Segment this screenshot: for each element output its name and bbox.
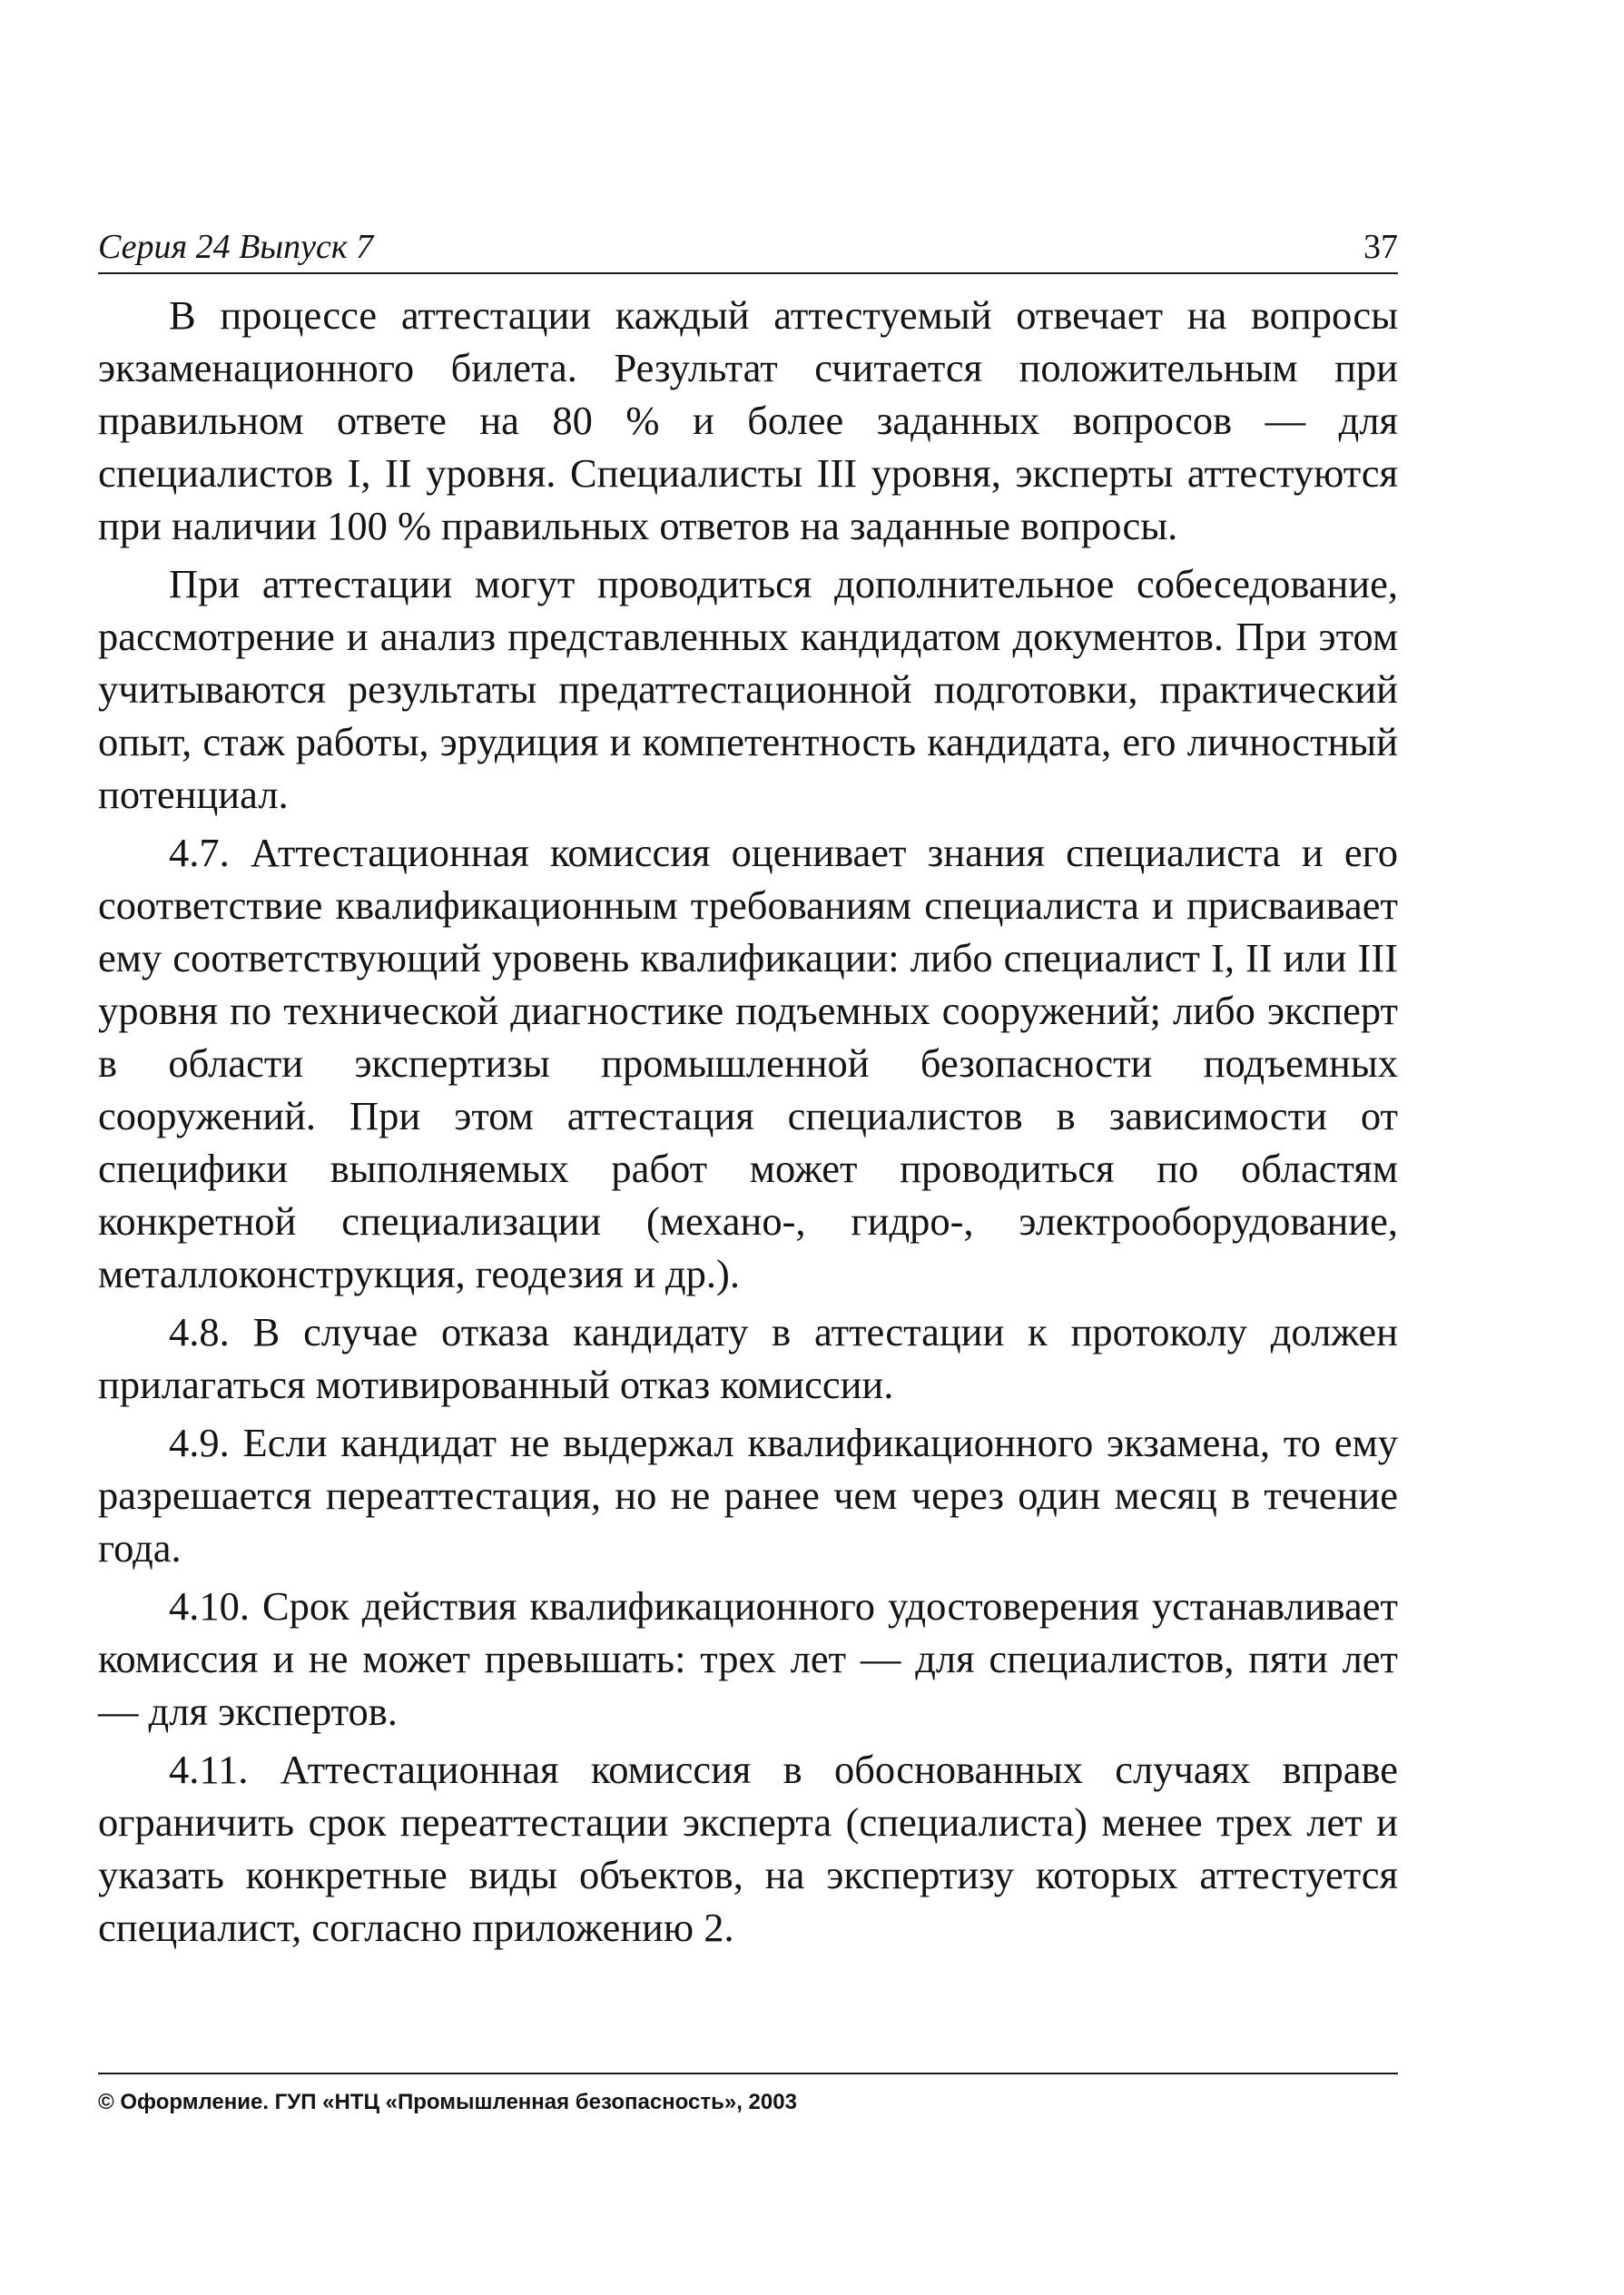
paragraph-4-7: 4.7. Аттестационная комиссия оценивает знания специалиста и его соответствие квалификационным требованиям специалиста и присваивает ему соответствующий уровень квалификации: либо специалист I, II или III уровня по технической диагностике подъемных сооружений; либо эксперт в области экспертизы промышленной безопасности подъемных сооружений. При этом аттестация специалистов в зависимости от специфики выполняемых работ может проводиться по областям конкретной специализации (механо-, гидро-, электрооборудование, металлоконструкция, геодезия и др.).	[98, 830, 1398, 1296]
page-footer	[98, 2073, 1398, 2114]
paragraph-4-9: 4.9. Если кандидат не выдержал квалификационного экзамена, то ему разрешается переаттестация, но не ранее чем через один месяц в течение года.	[98, 1420, 1398, 1571]
series-title: Серия 24 Выпуск 7	[98, 228, 374, 266]
page-number: 37	[1363, 228, 1398, 266]
paragraph-4-8: 4.8. В случае отказа кандидату в аттестации к протоколу должен прилагаться мотивированный отказ комиссии.	[98, 1309, 1398, 1407]
body-text	[98, 289, 1398, 1959]
running-header	[98, 225, 1398, 274]
paragraph-attestation-answers: В процессе аттестации каждый аттестуемый отвечает на вопросы экзаменационного билета. Результат считается положительным при правильном ответе на 80 % и более заданных вопросов — для специалистов I, II уровня. Специалисты III уровня, эксперты аттестуются при наличии 100 % правильных ответов на заданные вопросы.	[98, 292, 1398, 548]
document-page	[98, 0, 1398, 2295]
paragraph-interview: При аттестации могут проводиться дополнительное собеседование, рассмотрение и анализ представленных кандидатом документов. При этом учитываются результаты предаттестационной подготовки, практический опыт, стаж работы, эрудиция и компетентность кандидата, его личностный потенциал.	[98, 561, 1398, 817]
copyright-notice: © Оформление. ГУП «НТЦ «Промышленная безопасность», 2003	[98, 2090, 797, 2114]
paragraph-4-11: 4.11. Аттестационная комиссия в обоснованных случаях вправе ограничить срок переаттестации эксперта (специалиста) менее трех лет и указать конкретные виды объектов, на экспертизу которых аттестуется специалист, согласно приложению 2.	[98, 1747, 1398, 1950]
paragraph-4-10: 4.10. Срок действия квалификационного удостоверения устанавливает комиссия и не может превышать: трех лет — для специалистов, пяти лет — для экспертов.	[98, 1583, 1398, 1734]
